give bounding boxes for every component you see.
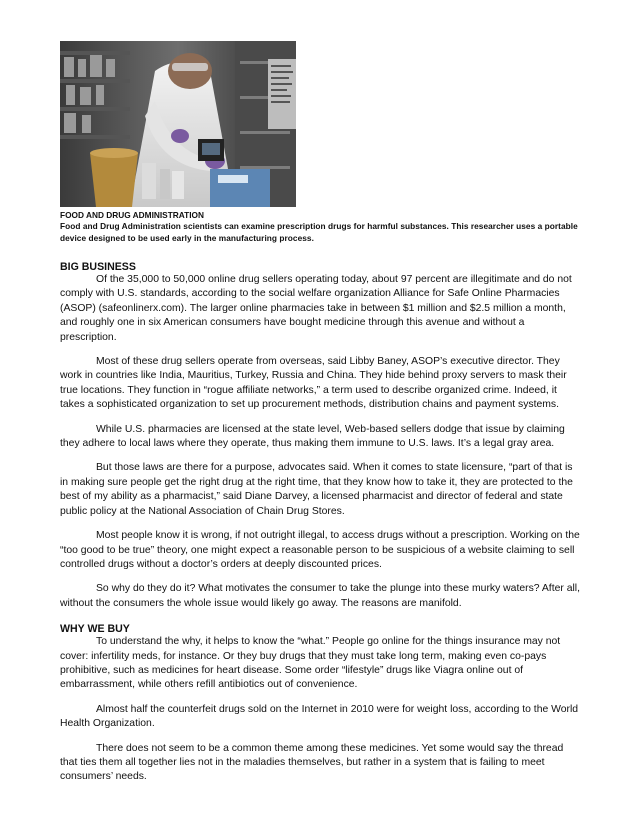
paragraph: Almost half the counterfeit drugs sold on the Internet in 2010 were for weight loss, according to the World Health Organization. <box>60 703 579 730</box>
paragraph: Most people know it is wrong, if not outright illegal, to access drugs without a prescription. Working on the “too good to be true” theory, one might expect a reasonable person to be suspicious of a website claiming to sell controlled drugs without a doctor’s orders at deeply discounted prices. <box>60 530 580 570</box>
paragraph: Of the 35,000 to 50,000 online drug sellers operating today, about 97 percent are illegitimate and do not comply with U.S. standards, according to the social welfare organization Alliance for Safe Online Pharmacies (ASOP) (safeonlinerx.com). The larger online pharmacies take in between $1 million and $2.5 million a month, and roughly one in six American consumers have bought medicine through this avenue and without a prescription. <box>60 274 572 343</box>
photo-credit: FOOD AND DRUG ADMINISTRATION <box>60 210 204 220</box>
photo-caption: Food and Drug Administration scientists can examine prescription drugs for harmful substances. This researcher uses a portable device designed to be used early in the manufacturing process. <box>60 221 578 243</box>
article-content <box>60 210 582 785</box>
paragraph: So why do they do it? What motivates the consumer to take the plunge into these murky waters? After all, without the consumers the whole issue would likely go away. The reasons are manifold. <box>60 583 580 609</box>
section-heading-big-business: BIG BUSINESS <box>60 261 136 273</box>
paragraph: Most of these drug sellers operate from overseas, said Libby Baney, ASOP’s executive director. They work in countries like India, Mauritius, Turkey, Russia and China. They hide behind proxy servers to mask their true locations. They function in “rogue affiliate networks,” a term used to describe organized crime. Indeed, it takes a sophisticated organization to set up procurement methods, distribution chains and payment systems. <box>60 356 567 411</box>
section-heading-why-we-buy: WHY WE BUY <box>60 623 130 636</box>
paragraph: While U.S. pharmacies are licensed at the state level, Web-based sellers dodge that issue by claiming they adhere to local laws where they operate, thus making them immune to U.S. laws. It’s a legal gray area. <box>60 423 565 450</box>
paragraph: But those laws are there for a purpose, advocates said. When it comes to state licensure, “part of that is in making sure people get the right drug at the right time, that they know how to take it, they are protected to the best of my ability as a pharmacist,” said Diane Darvey, a licensed pharmacist and director of federal and state public policy at the National Association of Chain Drug Stores. <box>60 462 573 517</box>
laboratory-photo <box>60 41 296 207</box>
paragraph: To understand the why, it helps to know the “what.” People go online for the things insurance may not cover: infertility meds, for instance. Or they buy drugs that they must take long term, making even co-pays prohibitive, such as medicines for heart disease. Some order “lifestyle” drugs like Viagra online out of embarrassment, while others refill antibiotics out of convenience. <box>60 636 561 691</box>
paragraph: There does not seem to be a common theme among these medicines. Yet some would say the thread that ties them all together lies not in the maladies themselves, but rather in a system that is failing to meet consumers’ needs. <box>60 742 564 783</box>
